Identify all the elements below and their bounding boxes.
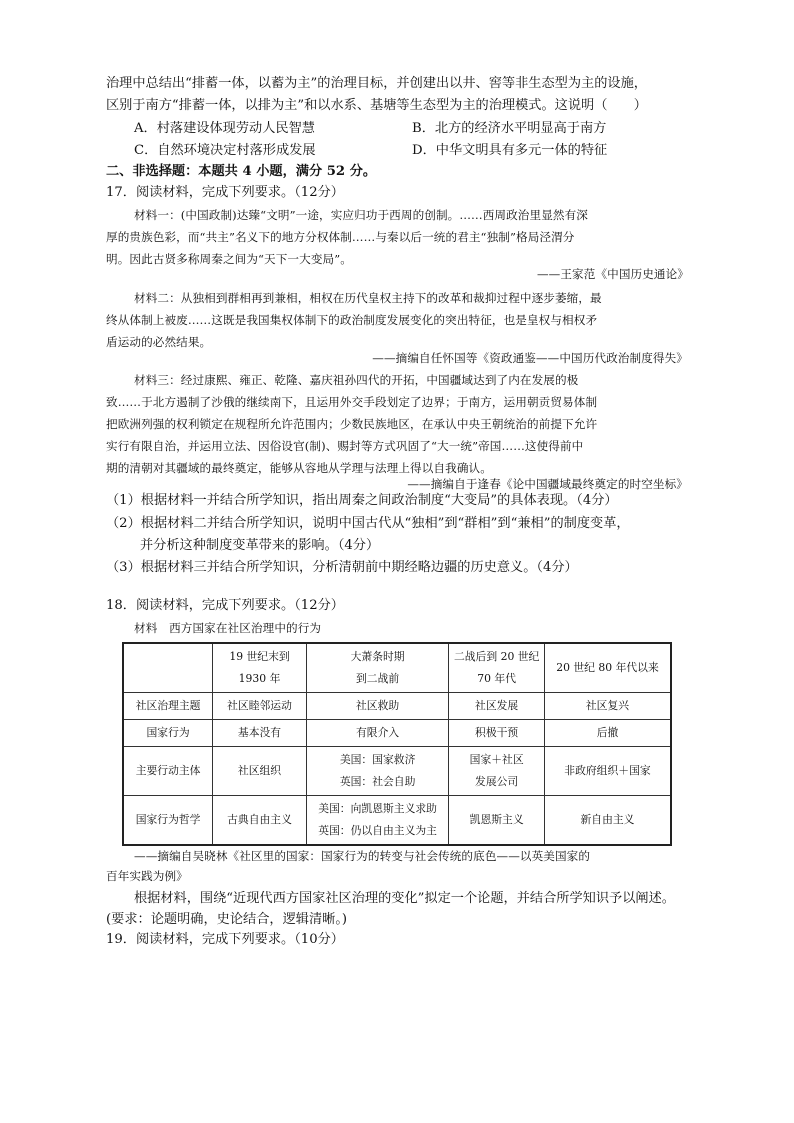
table-cell: 非政府组织＋国家 <box>544 747 671 796</box>
table-cell-line: 美国：向凯恩斯主义求助 <box>318 802 437 815</box>
q16-option-b: B．北方的经济水平明显高于南方 <box>412 121 607 136</box>
table-header-cell: 大萧条时期 到二战前 <box>306 643 448 693</box>
q18-source-line1: ——摘编自吴晓林《社区里的国家：国家行为的转变与社会传统的底色——以英美国家的 <box>134 849 591 863</box>
table-cell: 社区睦邻运动 <box>213 693 307 720</box>
q17-material1-line3: 明。因此古贤多称周秦之间为“天下一大变局”。 <box>106 252 352 266</box>
q17-requirement-3: （3）根据材料三并结合所学知识，分析清朝前中期经略边疆的历史意义。（4分） <box>106 560 578 575</box>
q17-material3-source: ——摘编自于逢春《论中国疆域最终奠定的时空坐标》 <box>407 477 688 491</box>
q16-stem-line1: 治理中总结出“排蓄一体，以蓄为主”的治理目标，并创建出以井、窖等非生态型为主的设施， <box>106 76 647 91</box>
table-cell: 社区救助 <box>306 693 448 720</box>
table-row-header-cell: 社区治理主题 <box>123 693 213 720</box>
table-cell: 古典自由主义 <box>213 796 307 846</box>
q18-stem: 18．阅读材料，完成下列要求。（12分） <box>106 598 344 613</box>
q16-stem-line2: 区别于南方“排蓄一体，以排为主”和以水系、基塘等生态型为主的治理模式。这说明（ ） <box>106 98 647 113</box>
table-cell-line: 国家＋社区 <box>469 753 524 766</box>
table-cell: 基本没有 <box>213 720 307 747</box>
q17-material1-line1: 材料一：(中国政制)达臻“文明”一途，实应归功于西周的创制。……西周政治里显然有深 <box>134 208 588 222</box>
q17-material3-line4: 实行有限自治，并运用立法、因俗设官(制)、赐封等方式巩固了“大一统”帝国……这使得前中 <box>106 439 584 453</box>
q17-requirement-2-line2: 并分析这种制度变革带来的影响。（4分） <box>140 538 380 553</box>
q17-stem: 17．阅读材料，完成下列要求。（12分） <box>106 185 344 200</box>
table-header-cell: 19 世纪末到 1930 年 <box>213 643 307 693</box>
q18-material-label: 材料 西方国家在社区治理中的行为 <box>134 621 322 635</box>
q17-material3-line2: 致……于北方遏制了沙俄的继续南下，且运用外交手段划定了边界；于南方，运用朝贡贸易体制 <box>106 395 598 409</box>
q16-option-a: A．村落建设体现劳动人民智慧 <box>134 121 315 136</box>
table-cell: 新自由主义 <box>544 796 671 846</box>
q18-requirement: 根据材料，围绕“近现代西方国家社区治理的变化”拟定一个论题，并结合所学知识予以阐述。 <box>134 891 675 906</box>
q17-material2-line3: 盾运动的必然结果。 <box>106 335 212 349</box>
table-row <box>123 693 671 720</box>
q16-option-c: C．自然环境决定村落形成发展 <box>134 143 316 158</box>
table-header-cell <box>123 643 213 693</box>
table-cell-line: 英国：社会自助 <box>339 775 416 788</box>
table-cell: 有限介入 <box>306 720 448 747</box>
q17-material3-line3: 把欧洲列强的权利锁定在规程所允许范围内；少数民族地区，在承认中央王朝统治的前提下允许 <box>106 417 598 431</box>
table-header-cell: 二战后到 20 世纪 70 年代 <box>449 643 545 693</box>
table-cell: 积极干预 <box>449 720 545 747</box>
q18-source-line2: 百年实践为例》 <box>106 869 188 883</box>
table-cell-line: 英国：仍以自由主义为主 <box>318 824 437 837</box>
table-cell: 社区发展 <box>449 693 545 720</box>
table-row <box>123 796 671 846</box>
table-row <box>123 720 671 747</box>
table-row-header-cell: 主要行动主体 <box>123 747 213 796</box>
q17-material2-line2: 终从体制上被废……这既是我国集权体制下的政治制度发展变化的突出特征，也是皇权与相权矛 <box>106 313 598 327</box>
q17-material1-source: ——王家范《中国历史通论》 <box>536 267 689 281</box>
q17-requirement-2-line1: （2）根据材料二并结合所学知识，说明中国古代从“独相”到“群相”到“兼相”的制度变革， <box>106 516 630 531</box>
q17-material2-line1: 材料二：从独相到群相再到兼相，相权在历代皇权主持下的改革和裁抑过程中逐步萎缩，最 <box>134 291 602 305</box>
table-row-header-cell: 国家行为哲学 <box>123 796 213 846</box>
table-cell-line: 发展公司 <box>475 775 519 788</box>
table-header-cell: 20 世纪 80 年代以来 <box>544 643 671 693</box>
q17-requirement-1: （1）根据材料一并结合所学知识，指出周秦之间政治制度“大变局”的具体表现。（4分） <box>106 493 618 508</box>
table-row-header-cell: 国家行为 <box>123 720 213 747</box>
table-cell <box>306 747 448 796</box>
q16-option-d: D．中华文明具有多元一体的特征 <box>412 143 608 158</box>
table-row <box>123 747 671 796</box>
q17-material3-line5: 期的清朝对其疆域的最终奠定，能够从容地从学理与法理上得以自我确认。 <box>106 461 492 475</box>
q17-material2-source: ——摘编自任怀国等《资政通鉴——中国历代政治制度得失》 <box>372 351 688 365</box>
q17-material3-line1: 材料三：经过康熙、雍正、乾隆、嘉庆祖孙四代的开拓，中国疆域达到了内在发展的极 <box>134 373 579 387</box>
table-cell: 后撤 <box>544 720 671 747</box>
table-cell <box>449 747 545 796</box>
q17-material1-line2: 厚的贵族色彩，而“共主”名义下的地方分权体制……与秦以后一统的君主“独制”格局泾渭分 <box>106 230 575 244</box>
table-cell: 社区组织 <box>213 747 307 796</box>
table-header-row <box>123 643 671 693</box>
table-cell <box>306 796 448 846</box>
table-cell-line: 美国：国家救济 <box>339 753 416 766</box>
q18-requirement-note: (要求：论题明确，史论结合，逻辑清晰。) <box>106 912 348 927</box>
table-cell: 社区复兴 <box>544 693 671 720</box>
table-cell: 凯恩斯主义 <box>449 796 545 846</box>
q19-stem: 19．阅读材料，完成下列要求。（10分） <box>106 932 344 947</box>
section-heading: 二、非选择题：本题共 4 小题，满分 52 分。 <box>106 164 377 179</box>
community-governance-table <box>122 642 672 846</box>
